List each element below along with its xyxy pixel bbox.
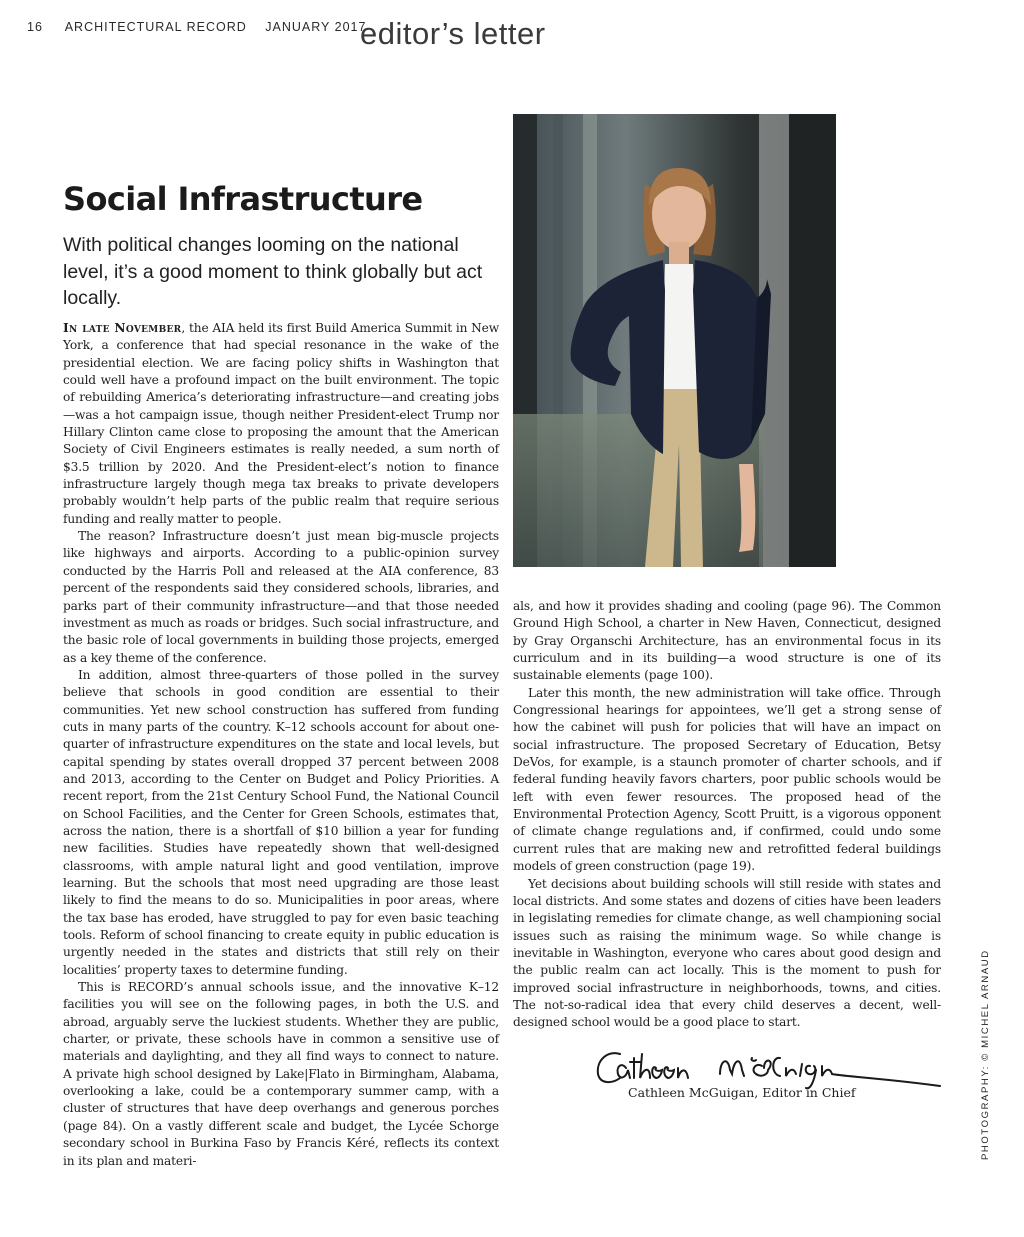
article-headline: Social Infrastructure: [63, 180, 423, 218]
lead-in: In late November: [63, 321, 182, 335]
body-column-right: [513, 598, 941, 1032]
body-paragraph: In late November, the AIA held its first Build America Summit in New York, a conference that had special resonance in the wake of the presidential election. We are facing policy shifts in Washington that could well have a profound impact on the built environment. The topic of rebuilding America’s deteriorating infrastructure—and creating jobs—was a hot campaign issue, though neither President-elect Trump nor Hillary Clinton came close to proposing the amount that the American Society of Civil Engineers estimates is really needed, a sum north of $3.5 trillion by 2020. And the President-elect’s notion to finance infrastructure largely though mega tax breaks to private developers probably wouldn’t help parts of the public realm that require serious funding and really matter to people.: [63, 321, 500, 526]
page-number: 16: [27, 20, 43, 34]
section-title: editor’s letter: [360, 16, 546, 51]
body-paragraph: Yet decisions about building schools will still reside with states and local districts. And some states and dozens of cities have been leaders in legislating remedies for climate change, as well championing social issues such as raising the minimum wage. So while change is inevitable in Washington, everyone who cares about good design and the public realm can act locally. This is the moment to push for improved social infrastructure in neighborhoods, towns, and cities. The not-so-radical idea that every child deserves a decent, well-designed school would be a good place to start.: [513, 876, 941, 1030]
photo-credit: PHOTOGRAPHY: © MICHEL ARNAUD: [980, 949, 991, 1160]
editor-portrait-photo: [513, 114, 836, 567]
signature-caption: Cathleen McGuigan, Editor in Chief: [628, 1085, 856, 1100]
body-paragraph: The reason? Infrastructure doesn’t just mean big-muscle projects like highways and airports. According to a public-opinion survey conducted by the Harris Poll and released at the AIA conference, 83 percent of the respondents said they considered schools, libraries, and parks part of their community infrastructure—and that those needed investment as much as roads or bridges. Such social infrastructure, and the basic role of local governments in building those projects, emerged as a key theme of the conference.: [63, 529, 499, 665]
issue-date: JANUARY 2017: [265, 20, 367, 34]
running-header: [27, 20, 380, 34]
publication-name: ARCHITECTURAL RECORD: [64, 20, 247, 34]
body-paragraph: als, and how it provides shading and cooling (page 96). The Common Ground High School, a charter in New Haven, Connecticut, designed by Gray Organschi Architecture, has an environmental focus in its curriculum and in its building—a wood structure is one of its sustainable elements (page 100).: [513, 599, 941, 683]
article-deck: With political changes looming on the national level, it’s a good moment to think globally but act locally.: [63, 234, 483, 309]
body-paragraph: In addition, almost three-quarters of those polled in the survey believe that schools in good condition are essential to their communities. Yet new school construction has suffered from funding cuts in many parts of the country. K–12 schools account for about one-quarter of infrastructure expenditures on the state and local levels, but capital spending by states overall dropped 37 percent between 2008 and 2013, according to the Center on Budget and Policy Priorities. A recent report, from the 21st Century School Fund, the National Council on School Facilities, and the Center for Green Schools, estimates that, across the nation, there is a shortfall of $10 billion a year for funding new facilities. Studies have repeatedly shown that well-designed classrooms, with ample natural light and good ventilation, improve learning. But the schools that most need upgrading are those least likely to find the means to do so. Municipalities in poor areas, where the tax base has eroded, have struggled to pay for even basic teaching tools. Reform of school financing to create equity in public education is urgently needed in the states and districts that still rely on their localities’ property taxes to determine funding.: [63, 667, 499, 977]
body-paragraph: This is RECORD’s annual schools issue, and the innovative K–12 facilities you will see on the following pages, in both the U.S. and abroad, arguably serve the luckiest students. Whether they are public, charter, or private, these schools have in common a sensitive use of materials and daylighting, and they all find ways to connect to nature. A private high school designed by Lake|Flato in Birmingham, Alabama, overlooking a lake, could be a contemporary summer camp, with a cluster of structures that have deep overhangs and generous porches (page 84). On a vastly different scale and budget, the Lycée Schorge secondary school in Burkina Faso by Francis Kéré, reflects its context in its plan and materi-: [63, 980, 499, 1168]
body-column-left: [63, 320, 499, 1170]
body-paragraph: Later this month, the new administration will take office. Through Congressional hearings for appointees, we’ll get a strong sense of how the cabinet will push for policies that will have an impact on social infrastructure. The proposed Secretary of Education, Betsy DeVos, for example, is a staunch promoter of charter schools, and if federal funding heavily favors charters, poor public schools would be left with even fewer resources. The proposed head of the Environmental Protection Agency, Scott Pruitt, is a vigorous opponent of climate change regulations and, if confirmed, could undo some current rules that are making new and retrofitted federal buildings models of green construction (page 19).: [513, 685, 941, 874]
